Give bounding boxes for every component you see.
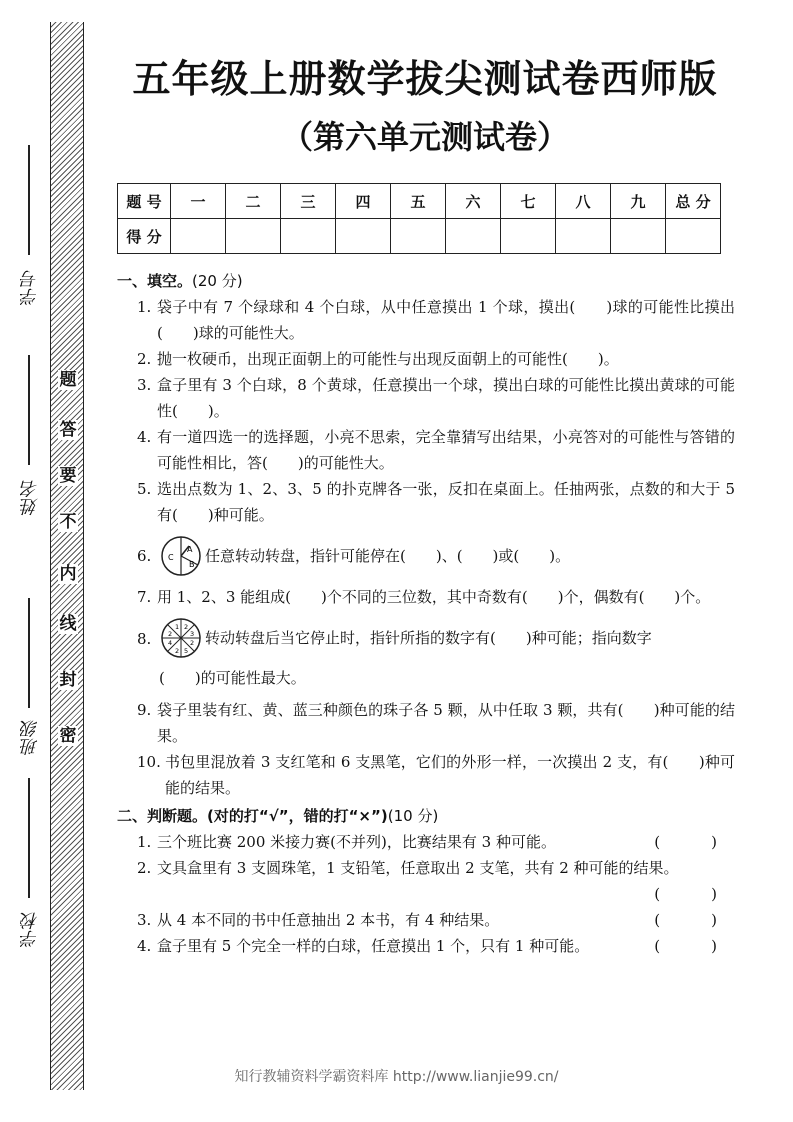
wheel-label: B: [189, 560, 195, 569]
question-item: [117, 616, 735, 691]
seal-char: 内: [59, 564, 77, 584]
exam-content: [117, 268, 735, 959]
seal-char: 线: [59, 614, 77, 634]
footer-watermark: 知行教辅资料学霸资料库 http://www.lianjie99.cn/: [234, 1069, 559, 1085]
wheel-label: 2: [175, 647, 180, 655]
seal-hatch-strip: [50, 22, 84, 1090]
question-text: 盒子里有 3 个白球，8 个黄球，任意摸出一个球，摸出白球的可能性比摸出黄球的可能性( )。: [157, 376, 735, 420]
question-item: [117, 372, 735, 424]
question-item: [117, 749, 735, 801]
question-number: 2.: [137, 859, 152, 877]
score-header-cell: 四: [336, 184, 391, 219]
seal-char: 题: [59, 370, 77, 390]
spinner-abc-icon: [159, 534, 203, 578]
score-header-cell: 题 号: [118, 184, 171, 219]
score-header-cell: 二: [226, 184, 281, 219]
judge-item: [117, 855, 735, 881]
score-row-label: 得 分: [118, 219, 171, 254]
score-header-cell: 五: [391, 184, 446, 219]
wheel-label: 2: [184, 623, 189, 631]
question-number: 6.: [137, 547, 152, 565]
score-cell[interactable]: [171, 219, 226, 254]
question-text: 从 4 本不同的书中任意抽出 2 本书，有 4 种结果。: [157, 911, 500, 929]
seal-char: 要: [59, 466, 77, 486]
score-cell[interactable]: [501, 219, 556, 254]
seal-char: 不: [59, 512, 77, 532]
class-label: 班级: [20, 720, 41, 756]
question-text: ( )的可能性最大。: [159, 669, 306, 687]
question-number: 7.: [137, 588, 152, 606]
question-text: 书包里混放着 3 支红笔和 6 支黑笔，它们的外形一样，一次摸出 2 支，有( )种可能的结果。: [165, 753, 735, 797]
question-text: 三个班比赛 200 米接力赛(不并列)，比赛结果有 3 种可能。: [157, 833, 556, 851]
answer-parentheses[interactable]: ( ): [654, 937, 735, 955]
school-line: [28, 778, 30, 898]
question-item: [117, 584, 735, 610]
question-text: 用 1、2、3 能组成( )个不同的三位数，其中奇数有( )个，偶数有( )个。: [157, 588, 711, 606]
score-header-cell: 八: [556, 184, 611, 219]
question-text: 有一道四选一的选择题，小亮不思索，完全靠猜写出结果，小亮答对的可能性与答错的可能性相比，答( )的可能性大。: [157, 428, 735, 472]
question-text: 袋子中有 7 个绿球和 4 个白球，从中任意摸出 1 个球，摸出( )球的可能性比摸出( )球的可能性大。: [157, 298, 735, 342]
question-number: 8.: [137, 630, 152, 648]
binding-margin: [0, 0, 100, 1122]
judge-item: [117, 907, 735, 933]
question-item: [117, 346, 735, 372]
name-line: [28, 355, 30, 465]
score-header-cell: 总 分: [666, 184, 721, 219]
question-item: [117, 697, 735, 749]
question-text-block: [159, 616, 735, 691]
score-table-score-row: [118, 219, 721, 254]
judge-item: [117, 933, 735, 959]
score-cell[interactable]: [666, 219, 721, 254]
question-item: [117, 294, 735, 346]
score-header-cell: 一: [171, 184, 226, 219]
question-number: 5.: [137, 480, 152, 498]
student-id-label: 学号: [20, 270, 41, 306]
score-cell[interactable]: [446, 219, 501, 254]
score-header-cell: 九: [611, 184, 666, 219]
page-title: 五年级上册数学拔尖测试卷西师版: [132, 57, 718, 101]
question-text: 文具盒里有 3 支圆珠笔，1 支铅笔，任意取出 2 支笔，共有 2 种可能的结果。: [157, 859, 679, 877]
wheel-label: 3: [190, 630, 195, 638]
score-cell[interactable]: [226, 219, 281, 254]
seal-char: 封: [59, 670, 77, 690]
section-title: 一、填空。: [117, 272, 193, 290]
question-number: 1.: [137, 298, 152, 316]
wheel-label: 2: [190, 639, 195, 647]
score-cell[interactable]: [281, 219, 336, 254]
score-header-cell: 六: [446, 184, 501, 219]
question-text: 抛一枚硬币，出现正面朝上的可能性与出现反面朝上的可能性( )。: [157, 350, 619, 368]
question-number: 2.: [137, 350, 152, 368]
question-item: [117, 424, 735, 476]
student-id-line: [28, 145, 30, 255]
score-cell[interactable]: [336, 219, 391, 254]
page-subtitle: （第六单元测试卷）: [280, 118, 569, 156]
answer-parentheses[interactable]: ( ): [654, 885, 735, 903]
question-number: 9.: [137, 701, 152, 719]
score-header-cell: 三: [281, 184, 336, 219]
seal-char: 密: [59, 726, 77, 746]
score-table-header-row: [118, 184, 721, 219]
name-label: 姓名: [20, 480, 41, 516]
question-number: 10.: [137, 753, 161, 771]
wheel-label: 5: [184, 647, 189, 655]
score-cell[interactable]: [611, 219, 666, 254]
section-heading-true-false: [117, 803, 735, 829]
spinner-numbers-icon: [159, 616, 203, 660]
wheel-label: 1: [175, 623, 180, 631]
question-text: 袋子里装有红、黄、蓝三种颜色的珠子各 5 颗，从中任取 3 颗，共有( )种可能的结果。: [157, 701, 735, 745]
question-text: 任意转动转盘，指针可能停在( )、( )或( )。: [205, 547, 571, 565]
score-cell[interactable]: [556, 219, 611, 254]
judge-item-answer-row: [117, 881, 735, 907]
question-number: 4.: [137, 428, 152, 446]
answer-parentheses[interactable]: ( ): [654, 833, 735, 851]
school-label: 学校: [20, 912, 41, 948]
section-points: (10 分): [387, 807, 439, 825]
class-line: [28, 598, 30, 708]
score-cell[interactable]: [391, 219, 446, 254]
question-number: 3.: [137, 376, 152, 394]
question-item: [117, 534, 735, 578]
answer-parentheses[interactable]: ( ): [654, 911, 735, 929]
score-header-cell: 七: [501, 184, 556, 219]
wheel-label: C: [168, 553, 174, 562]
question-text: 选出点数为 1、2、3、5 的扑克牌各一张，反扣在桌面上。任抽两张，点数的和大于 5 有( )种可能。: [157, 480, 735, 524]
seal-char: 答: [59, 420, 77, 440]
wheel-label: 4: [168, 639, 173, 647]
section-heading-fill-blank: [117, 268, 735, 294]
section-title: 二、判断题。(对的打“√”，错的打“×”): [117, 807, 388, 825]
question-number: 1.: [137, 833, 152, 851]
wheel-label: A: [187, 545, 193, 554]
question-text: 转动转盘后当它停止时，指针所指的数字有( )种可能；指向数字: [205, 629, 652, 647]
judge-item: [117, 829, 735, 855]
question-number: 4.: [137, 937, 152, 955]
question-text: 盒子里有 5 个完全一样的白球，任意摸出 1 个，只有 1 种可能。: [157, 937, 590, 955]
question-item: [117, 476, 735, 528]
section-points: (20 分): [192, 272, 243, 290]
wheel-label: 2: [168, 630, 173, 638]
score-table: [117, 183, 721, 254]
question-number: 3.: [137, 911, 152, 929]
